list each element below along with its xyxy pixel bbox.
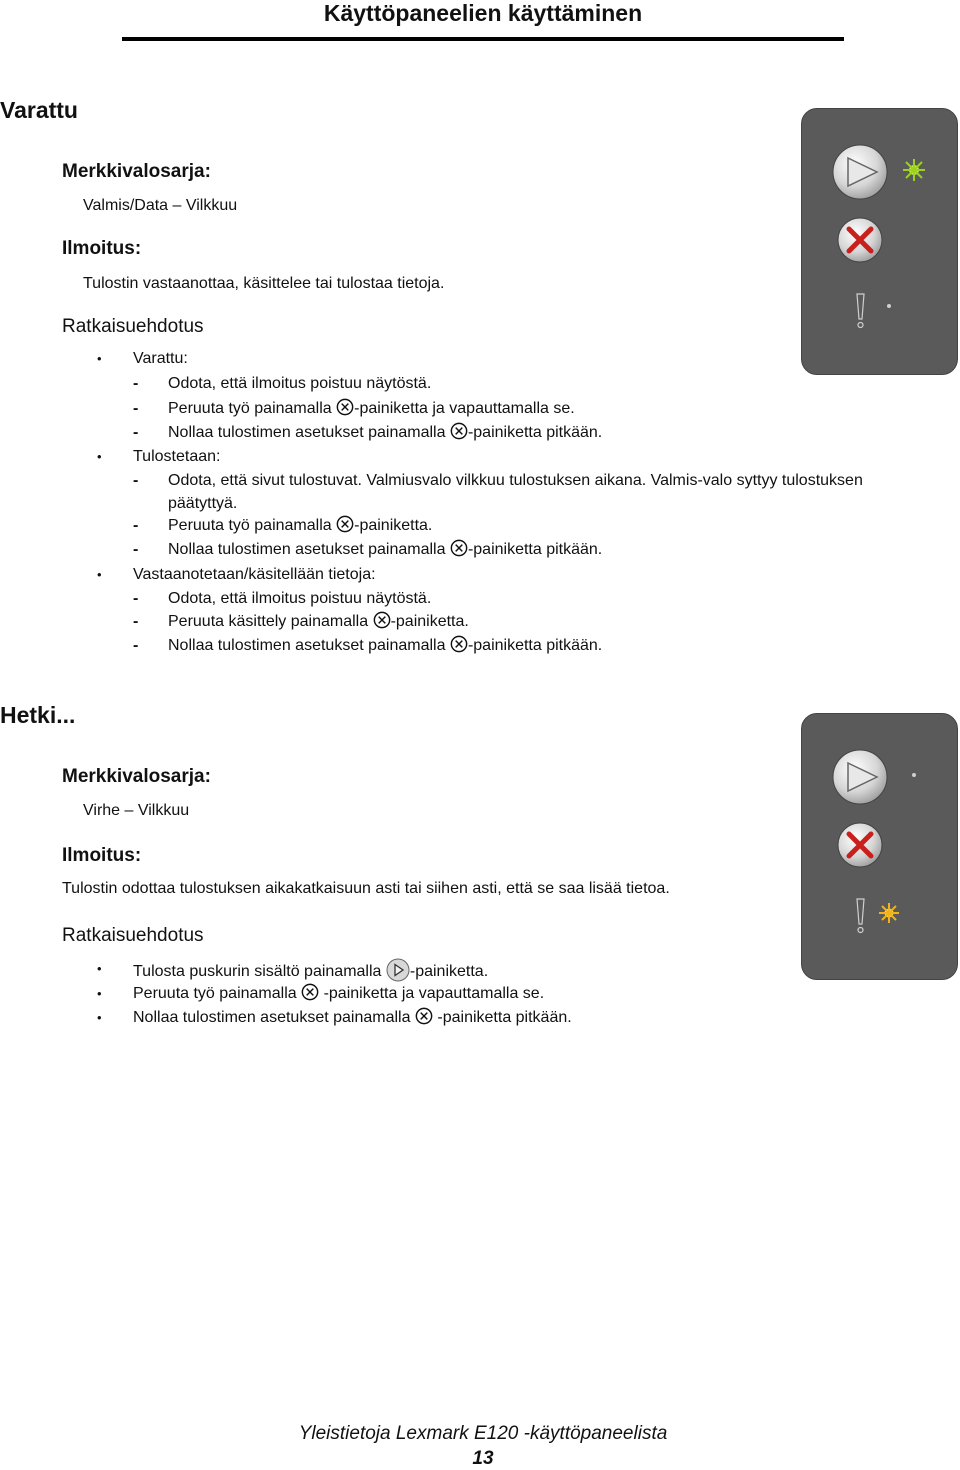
lights-value: Valmis/Data – Vilkkuu: [83, 197, 238, 214]
cancel-icon: [336, 515, 354, 533]
cancel-icon: [301, 983, 319, 1001]
list-item: - Peruuta työ painamalla -painiketta.: [133, 517, 433, 534]
list-item: - Peruuta työ painamalla -painiketta ja vapauttamalla se.: [133, 400, 575, 417]
list-item: • Tulosta puskurin sisältö painamalla -painiketta.: [133, 958, 488, 983]
error-symbol-icon: [857, 294, 864, 328]
list-item-continuation: päätyttyä.: [168, 495, 238, 512]
play-button-icon: [833, 145, 887, 199]
page-header-title: Käyttöpaneelien käyttäminen: [323, 0, 643, 26]
solution-label: Ratkaisuehdotus: [62, 316, 204, 337]
message-label: Ilmoitus:: [62, 238, 142, 259]
list-item: - Odota, että ilmoitus poistuu näytöstä.: [133, 375, 432, 392]
play-icon: [386, 958, 410, 982]
list-item: • Peruuta työ painamalla -painiketta ja vapauttamalla se.: [133, 983, 544, 1005]
list-item: - Odota, että ilmoitus poistuu näytöstä.: [133, 590, 432, 607]
play-button-icon: [833, 750, 887, 804]
group-title-varattu: • Varattu:: [133, 348, 188, 370]
lights-label: Merkkivalosarja:: [62, 766, 211, 787]
control-panel-illustration: [801, 713, 958, 980]
message-label: Ilmoitus:: [62, 845, 142, 866]
lights-value: Virhe – Vilkkuu: [83, 802, 190, 819]
page-number: 13: [472, 1448, 494, 1469]
list-item: - Nollaa tulostimen asetukset painamalla -painiketta pitkään.: [133, 541, 603, 558]
solution-label: Ratkaisuehdotus: [62, 925, 204, 946]
footer-title: Yleistietoja Lexmark E120 -käyttöpaneelista: [298, 1423, 668, 1444]
cancel-icon: [450, 635, 468, 653]
lights-label: Merkkivalosarja:: [62, 161, 211, 182]
cancel-icon: [336, 398, 354, 416]
list-item: - Nollaa tulostimen asetukset painamalla -painiketta pitkään.: [133, 637, 603, 654]
cancel-button-icon: [838, 218, 882, 262]
cancel-icon: [450, 422, 468, 440]
cancel-icon: [450, 539, 468, 557]
group-title-tulostetaan: • Tulostetaan:: [133, 446, 220, 468]
section-title-hetki: Hetki...: [0, 702, 76, 728]
list-item: • Nollaa tulostimen asetukset painamalla -painiketta pitkään.: [133, 1007, 572, 1029]
control-panel-illustration: [801, 108, 958, 375]
error-light-icon: [879, 903, 899, 923]
ready-light-icon: [903, 159, 925, 181]
header-rule: [122, 37, 844, 41]
message-value: Tulostin vastaanottaa, käsittelee tai tulostaa tietoja.: [83, 275, 445, 292]
error-symbol-icon: [857, 899, 864, 933]
ready-light-icon: [912, 773, 916, 777]
cancel-icon: [373, 611, 391, 629]
list-item: - Nollaa tulostimen asetukset painamalla -painiketta pitkään.: [133, 424, 603, 441]
list-item: - Peruuta käsittely painamalla -painiketta.: [133, 613, 469, 630]
message-value: Tulostin odottaa tulostuksen aikakatkaisuun asti tai siihen asti, että se saa lisää tietoa.: [62, 880, 670, 897]
group-title-vastaanotetaan: • Vastaanotetaan/käsitellään tietoja:: [133, 564, 376, 586]
cancel-icon: [415, 1007, 433, 1025]
error-light-icon: [887, 304, 891, 308]
list-item: - Odota, että sivut tulostuvat. Valmiusvalo vilkkuu tulostuksen aikana. Valmis-valo syttyy tulostuksen: [133, 472, 863, 489]
cancel-button-icon: [838, 823, 882, 867]
section-title-varattu: Varattu: [0, 97, 78, 123]
